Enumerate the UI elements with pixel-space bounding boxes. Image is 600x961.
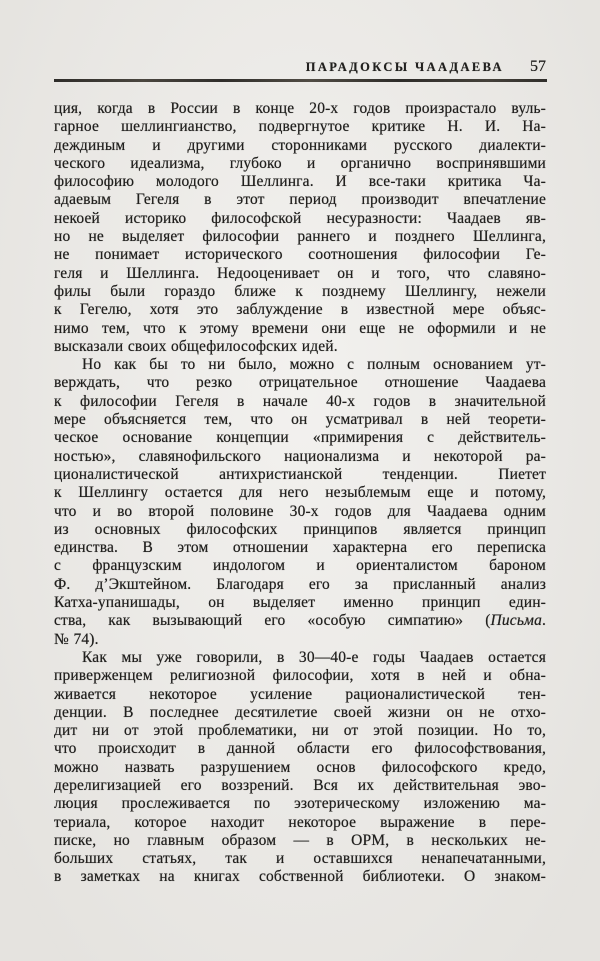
paragraph [54, 100, 546, 356]
running-title: ПАРАДОКСЫ ЧААДАЕВА [305, 60, 504, 74]
text-line: гарное шеллингианство, подвергнутое критике Н. И. На- [54, 118, 546, 136]
text-line: Катха-упанишады, он выделяет именно принцип един- [54, 594, 546, 612]
text-line: № 74). [54, 630, 99, 648]
text-line: дерелигизацией его воззрений. Вся их действительная эво- [54, 776, 546, 794]
text-line: что происходит в данной области его философствования, [54, 740, 546, 758]
text-line: Но как бы то ни было, можно с полным основанием ут- [82, 356, 546, 374]
text-line: ционалистической антихристианской тенденции. Пиетет [54, 465, 546, 483]
text-line: геля и Шеллинга. Недооценивает он и того, что славяно- [54, 264, 546, 282]
text-line: филы были гораздо ближе к позднему Шеллингу, нежели [54, 282, 546, 300]
text-line: Как мы уже говорили, в 30—40-е годы Чаадаев остается [82, 648, 546, 666]
text-line: денции. В последнее десятилетие своей жизни он не отхо- [54, 703, 546, 721]
text-line: к Гегелю, хотя это заблуждение в известной мере объяс- [54, 301, 546, 319]
text-line: единства. В этом отношении характерна его переписка [54, 539, 546, 557]
text-line: ческого идеализма, глубоко и органично воспринявшими [54, 154, 546, 172]
paragraph [54, 649, 546, 887]
page-number: 57 [530, 58, 546, 75]
text-line: что и во второй половине 30-х годов для Чаадаева одним [54, 502, 546, 520]
text-line: мере объясняется тем, что он усматривал в ней теорети- [54, 411, 546, 429]
text-line: писке, но главным образом — в ОРМ, в нескольких не- [54, 831, 546, 849]
text-line: адаевым Гегеля в этот период производит впечатление [54, 191, 546, 209]
page-body [54, 100, 546, 887]
text-line: ческое основание концепции «примирения с действитель- [54, 429, 546, 447]
text-line: люция прослеживается по эзотерическому изложению ма- [54, 795, 546, 813]
text-line: можно назвать разрушением основ философского кредо, [54, 758, 546, 776]
header-rule [54, 79, 547, 82]
text-line: из основных философских принципов является принцип [54, 520, 546, 538]
text-line: ция, когда в России в конце 20-х годов произрастало вуль- [54, 100, 546, 117]
text-line: нимо тем, что к этому времени они еще не оформили и не [54, 319, 546, 337]
page-header [54, 58, 546, 76]
text-line: философию молодого Шеллинга. И все-таки критика Ча- [54, 173, 546, 191]
text-line: высказали своих общефилософских идей. [54, 337, 338, 355]
text-line: живается некоторое усиление рационалистической тен- [54, 685, 546, 703]
text-line: не понимает исторического соотношения философии Ге- [54, 246, 546, 264]
text-line: некоей историко философской несуразности: Чаадаев яв- [54, 209, 546, 227]
paragraph [54, 356, 546, 649]
text-line: с французским индологом и ориенталистом бароном [54, 557, 546, 575]
text-line: больших статьях, так и оставшихся ненапечатанными, [54, 850, 546, 868]
text-line: верждать, что резко отрицательное отношение Чаадаева [54, 374, 546, 392]
text-line: дит ни от этой проблематики, ни от этой позиции. Но то, [54, 722, 546, 740]
text-line: ства, как вызывающий его «особую симпатию» (Письма. [54, 612, 546, 630]
text-line: деждиным и другими сторонниками русского диалекти- [54, 136, 546, 154]
text-line: териала, которое находит некоторое выражение в пере- [54, 813, 546, 831]
text-line: Ф. д’Экштейном. Благодаря его за присланный анализ [54, 575, 546, 593]
text-line: приверженцем религиозной философии, хотя в ней и обна- [54, 667, 546, 685]
text-line: в заметках на книгах собственной библиотеки. О знаком- [54, 868, 546, 886]
text-line: к философии Гегеля в начале 40-х годов в значительной [54, 392, 546, 410]
text-line: ностью», славянофильского национализма и некоторой ра- [54, 447, 546, 465]
text-line: к Шеллингу остается для него незыблемым еще и потому, [54, 484, 546, 502]
text-line: но не выделяет философии раннего и позднего Шеллинга, [54, 228, 546, 246]
